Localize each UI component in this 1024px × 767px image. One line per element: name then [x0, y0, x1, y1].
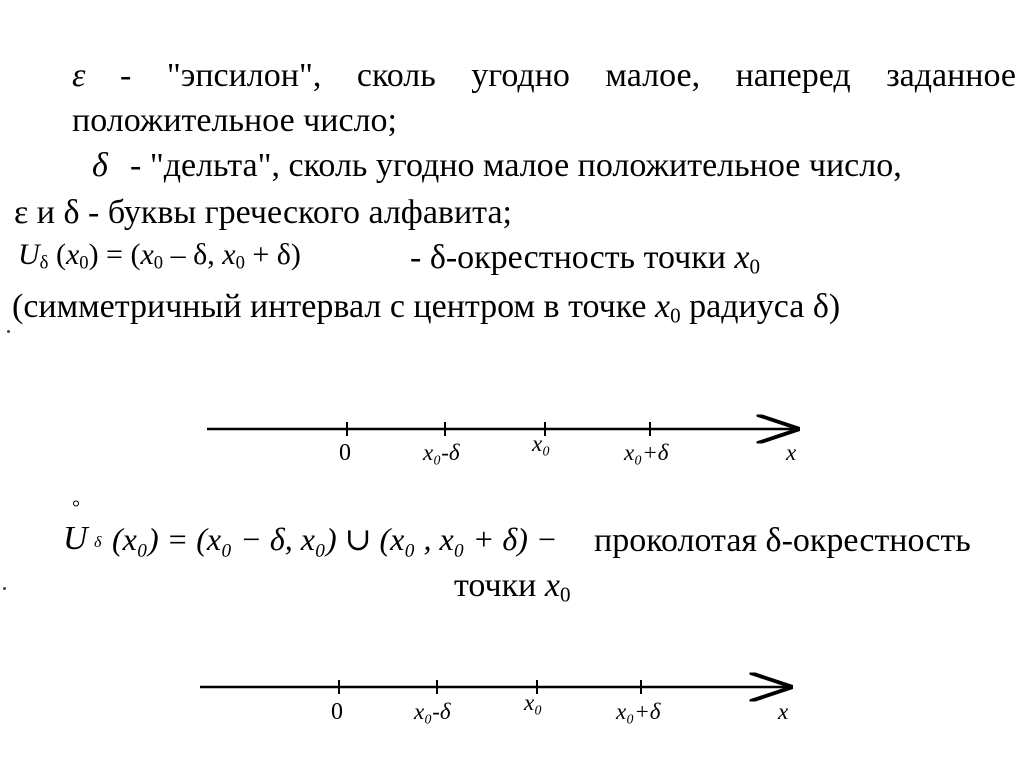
epsilon-definition-cont: положительное число; — [72, 102, 397, 139]
punctured-description: проколотая δ-окрестность — [594, 522, 971, 559]
greek-letters-line: ε и δ - буквы греческого алфавита; — [14, 194, 512, 231]
formula-U: U — [18, 238, 40, 271]
punctured-description-2: точки $x_0$ — [454, 567, 571, 607]
punctured-U-sub: δ — [94, 534, 102, 551]
axis-1-label-zero: 0 — [339, 440, 351, 466]
axis-2-label-zero: 0 — [331, 699, 343, 725]
ring-accent: ° — [72, 497, 80, 519]
axis-2-label-left: x₀-δ — [414, 699, 451, 724]
symmetric-interval-text: (симметричный интервал с центром в точке $x_0$ радиуса δ) — [12, 288, 841, 328]
formula-part1: $(x_0) = (x_0 - \delta$, $x_0 + \delta$) — [55, 238, 301, 274]
axis-2-label-x: x — [778, 699, 789, 724]
axis-1-label-center: x₀ — [532, 431, 551, 456]
axis-1-label-right: x₀+δ — [624, 440, 669, 465]
stray-dot-2 — [3, 587, 6, 590]
axis-1-label-x: x — [786, 440, 797, 465]
punctured-formula-body: (x₀) = (x₀ − δ, x₀) ∪ (x₀ , x₀ + δ) − — [112, 521, 558, 557]
delta-symbol: δ — [92, 147, 108, 184]
axis-1-label-left: x₀-δ — [423, 440, 460, 465]
formula-U-sub: δ — [39, 252, 49, 274]
delta-definition: - "дельта", сколь угодно малое положительное число, — [130, 147, 902, 184]
axis-2-label-center: x₀ — [524, 690, 543, 715]
epsilon-definition: - "эпсилон", сколь угодно малое, наперед заданное — [120, 57, 1016, 94]
neighborhood-description: - δ-окрестность точки $x_0$ — [410, 239, 761, 279]
punctured-U: U — [63, 520, 88, 557]
axis-2-label-right: x₀+δ — [616, 699, 661, 724]
epsilon-symbol: ε — [72, 57, 86, 94]
